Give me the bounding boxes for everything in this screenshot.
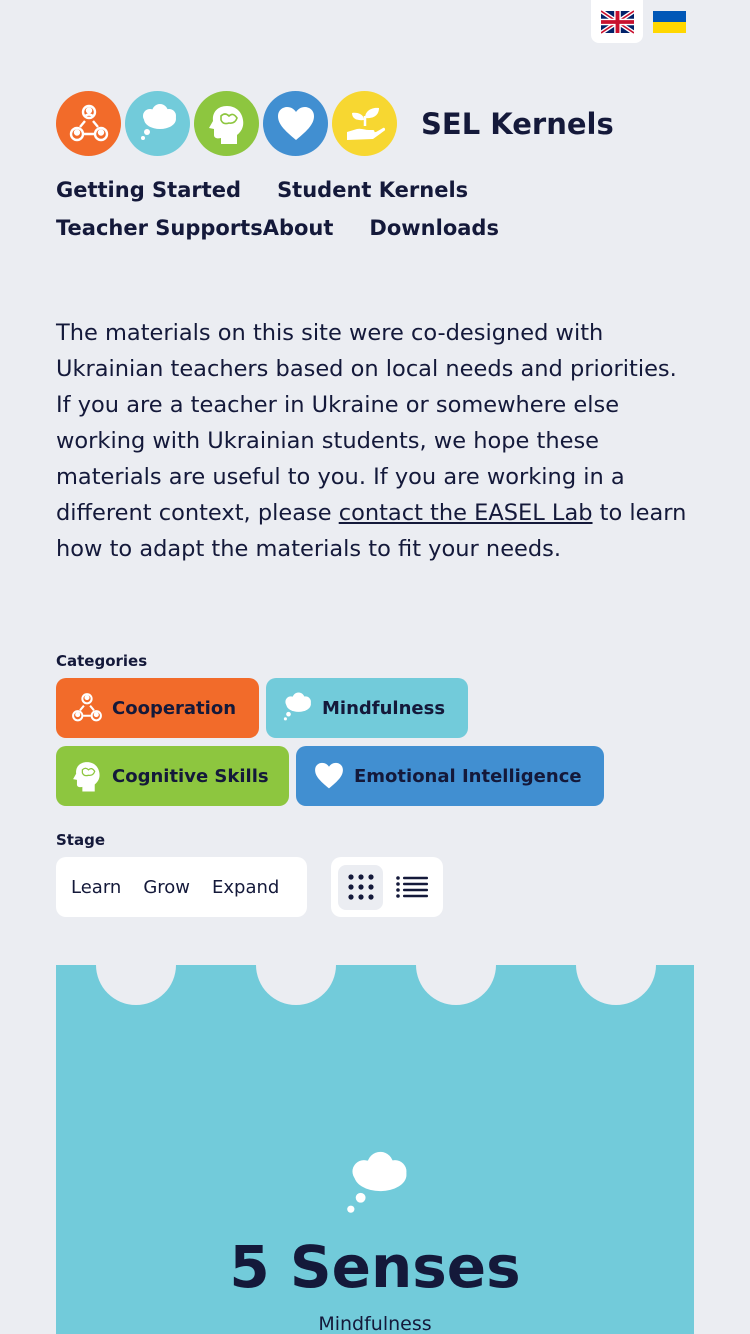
kernel-card-5-senses[interactable] — [56, 965, 694, 1334]
category-cooperation-button[interactable] — [56, 678, 259, 738]
thought-cloud-icon — [280, 691, 314, 725]
cooperation-icon — [70, 691, 104, 725]
nav-about[interactable]: About — [262, 216, 334, 240]
grid-view-icon — [346, 872, 376, 902]
nav-teacher-supports[interactable]: Teacher Supports — [56, 216, 263, 240]
stage-expand-option[interactable]: Expand — [212, 876, 280, 898]
nav-getting-started[interactable]: Getting Started — [56, 178, 242, 202]
card-scallop — [416, 965, 496, 1005]
main-navigation — [56, 176, 696, 242]
card-title: 5 Senses — [229, 1233, 521, 1301]
category-cognitive-skills-button[interactable] — [56, 746, 289, 806]
card-scallop — [576, 965, 656, 1005]
language-english-button[interactable] — [591, 0, 643, 43]
stage-selector — [56, 857, 307, 917]
card-scallop — [96, 965, 176, 1005]
ukraine-flag-icon — [653, 10, 686, 34]
categories-label: Categories — [56, 652, 148, 670]
language-switcher — [591, 0, 695, 43]
nav-student-kernels[interactable]: Student Kernels — [277, 178, 469, 202]
growth-icon — [332, 91, 397, 156]
category-mindfulness-button[interactable] — [266, 678, 468, 738]
list-view-button[interactable] — [389, 865, 434, 910]
language-ukrainian-button[interactable] — [643, 0, 695, 43]
site-title[interactable]: SEL Kernels — [421, 106, 614, 141]
cognitive-skills-icon — [194, 91, 259, 156]
category-mindfulness-label: Mindfulness — [322, 697, 446, 719]
category-cooperation-label: Cooperation — [112, 697, 237, 719]
view-mode-toggle — [331, 857, 443, 917]
stage-grow-option[interactable]: Grow — [143, 876, 190, 898]
intro-paragraph — [56, 315, 696, 567]
intro-text-start: The materials on this site were co-designed with Ukrainian teachers based on local needs and priorities. If you are a teacher in Ukraine or somewhere else working with Ukrainian students, we hope these materials are useful to you. If you are working in a different context, please — [56, 320, 677, 526]
uk-flag-icon — [601, 10, 634, 34]
list-view-icon — [396, 876, 428, 898]
brain-head-icon — [70, 759, 104, 793]
nav-downloads[interactable]: Downloads — [369, 216, 499, 240]
mindfulness-icon — [125, 91, 190, 156]
contact-easel-lab-link[interactable]: contact the EASEL Lab — [338, 500, 593, 526]
category-cognitive-skills-label: Cognitive Skills — [112, 765, 269, 787]
grid-view-button[interactable] — [338, 865, 383, 910]
emotional-intelligence-icon — [263, 91, 328, 156]
card-scallop — [256, 965, 336, 1005]
stage-label: Stage — [56, 831, 106, 849]
intro-text-end: to learn how to adapt the materials to fit your needs. — [56, 500, 687, 562]
category-emotional-intelligence-button[interactable] — [296, 746, 604, 806]
site-header — [56, 91, 614, 156]
cooperation-icon — [56, 91, 121, 156]
category-emotional-intelligence-label: Emotional Intelligence — [354, 765, 582, 787]
card-category: Mindfulness — [318, 1313, 432, 1334]
heart-icon — [312, 759, 346, 793]
thought-cloud-icon — [341, 1150, 413, 1216]
stage-learn-option[interactable]: Learn — [71, 876, 122, 898]
